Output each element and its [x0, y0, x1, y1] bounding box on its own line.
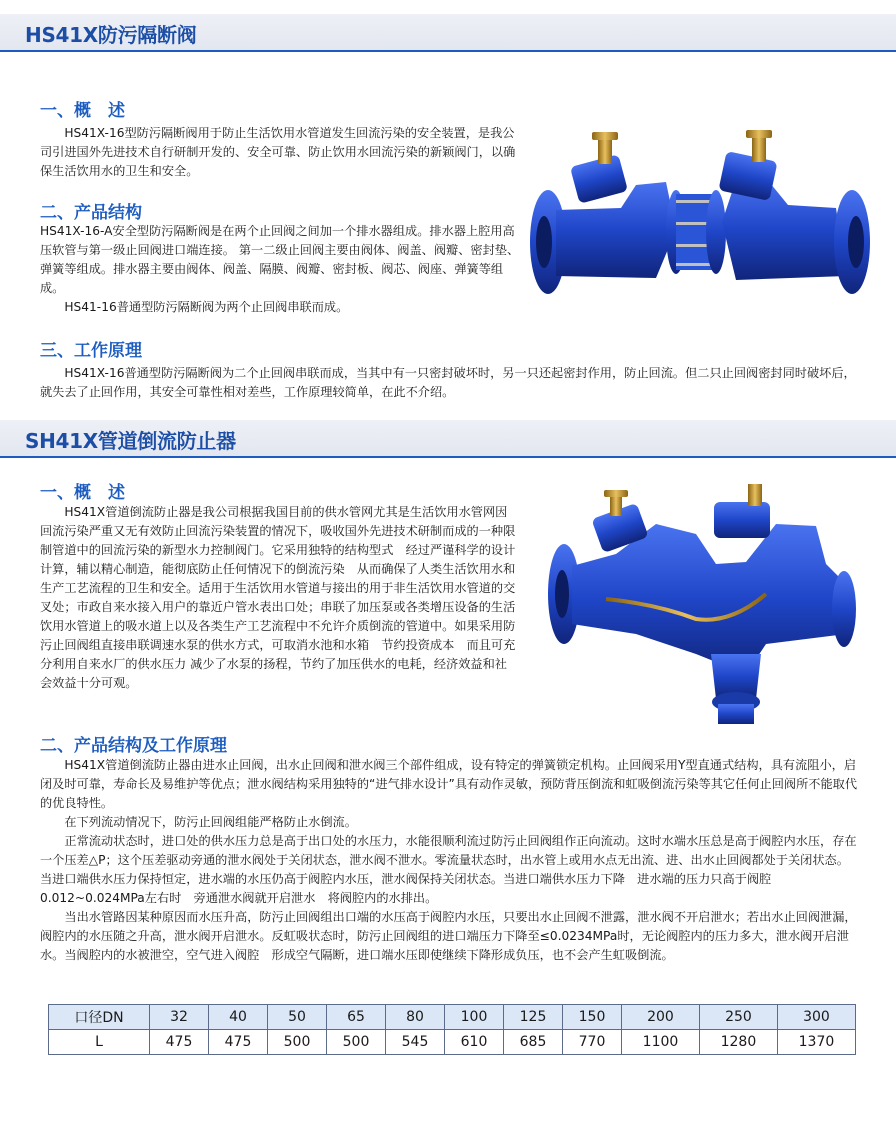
table-cell: 80: [386, 1005, 445, 1030]
table-cell: 150: [563, 1005, 622, 1030]
table-row-dn: [49, 1005, 856, 1030]
s2-structure-p2: 在下列流动情况下，防污止回阀组能严格防止水倒流。: [64, 815, 357, 829]
table-cell: 200: [622, 1005, 700, 1030]
section1-title-bar: [0, 14, 896, 52]
title-underline: [0, 50, 896, 52]
s2-structure-p3: 正常流动状态时，进口处的供水压力总是高于出口处的水压力，水能很顺利流过防污止回阀组作正向流动。这时水端水压总是高于阀腔内水压，存在一个压差△P；这个压差驱动旁通的泄水阀处于关闭状态，泄水阀不泄水。零流量状态时，出水管上或用水点无出流、进、出水止回阀都处于关闭状态。当进口端供水压力保持恒定，进水端的水压仍高于阀腔内水压，泄水阀保持关闭状态。当进口端供水压力下降 进水端的压力只高于阀腔0.012~0.024MPa左右时 旁通泄水阀就开启泄水 将阀腔内的水排出。: [40, 834, 857, 905]
table-cell: 1370: [777, 1030, 855, 1055]
title-underline: [0, 456, 896, 458]
table-cell: 40: [209, 1005, 268, 1030]
s2-structure-heading: 二、产品结构及工作原理: [40, 736, 227, 756]
s1-structure-p1: HS41X-16-A安全型防污隔断阀是在两个止回阀之间加一个排水器组成。排水器上腔用高压软管与第一级止回阀进口端连接。 第一二级止回阀主要由阀体、阀盖、阀瓣、密封垫、弹簧等组成。排水器主要由阀体、阀盖、隔膜、阀瓣、密封板、阀芯、阀座、弹簧等组成。: [40, 224, 520, 295]
table-cell: 500: [268, 1030, 327, 1055]
section2-title-bar: [0, 420, 896, 458]
table-cell: 475: [150, 1030, 209, 1055]
s2-structure-p1: HS41X管道倒流防止器由进水止回阀，出水止回阀和泄水阀三个部件组成，设有特定的弹簧锁定机构。止回阀采用Y型直通式结构，具有流阻小，启闭及时可靠，寿命长及易维护等优点；泄水阀结构采用独特的“进气排水设计”具有动作灵敏，预防背压倒流和虹吸倒流污染等其它任何止回阀所不能取代的优良特性。: [40, 758, 858, 810]
table-cell: 1280: [699, 1030, 777, 1055]
s1-overview-heading: 一、概 述: [40, 101, 125, 121]
s2-overview-text: HS41X管道倒流防止器是我公司根据我国目前的供水管网尤其是生活饮用水管网因回流污染严重又无有效防止回流污染装置的情况下，吸收国外先进技术研制而成的一种限制管道中的回流污染的新型水力控制阀门。它采用独特的结构型式 经过严谨科学的设计计算，辅以精心制造，能彻底防止任何情况下的倒流污染 从而确保了人类生活饮用水和生产工艺流程的卫生和安全。适用于生活饮用水管道与接出的用于非生活饮用水管道的交叉处；市政自来水接入用户的靠近户管水表出口处；串联了加压泵或各类增压设备的生活饮用水管道上的吸水道上以及各类生产工艺流程中不允许介质倒流的管道中。如果采用防污止回阀组直接串联调速水泵的供水方式，可取消水池和水箱 节约投资成本 而且可充分利用自来水厂的供水压力 减少了水泵的扬程，节约了加压供水的电耗，经济效益和社会效益十分可观。: [40, 505, 516, 690]
table-cell: L: [49, 1030, 150, 1055]
table-cell: 口径DN: [49, 1005, 150, 1030]
table-cell: 610: [445, 1030, 504, 1055]
table-cell: 500: [327, 1030, 386, 1055]
table-cell: 770: [563, 1030, 622, 1055]
table-cell: 250: [699, 1005, 777, 1030]
sh41x-backflow-preventer-image: [546, 484, 866, 734]
table-cell: 32: [150, 1005, 209, 1030]
s1-structure-heading: 二、产品结构: [40, 203, 142, 223]
hs41x-valve-image: [526, 130, 876, 300]
s2-overview-heading: 一、概 述: [40, 483, 125, 503]
table-row-length: [49, 1030, 856, 1055]
s1-principle-text: HS41X-16普通型防污隔断阀为二个止回阀串联而成，当其中有一只密封破坏时，另一只还起密封作用，防止回流。但二只止回阀密封同时破坏后，就失去了止回作用，其安全可靠性相对差些，工作原理较简单，在此不介绍。: [40, 366, 856, 399]
s2-structure-text: [40, 756, 860, 965]
dimension-table: [48, 1004, 856, 1055]
s1-principle-heading: 三、工作原理: [40, 341, 142, 361]
s1-structure-text: [40, 222, 522, 317]
table-cell: 65: [327, 1005, 386, 1030]
table-cell: 125: [504, 1005, 563, 1030]
s1-structure-p2: HS41-16普通型防污隔断阀为两个止回阀串联而成。: [64, 300, 349, 314]
section2-title: SH41X管道倒流防止器: [25, 429, 236, 453]
table-cell: 545: [386, 1030, 445, 1055]
table-cell: 50: [268, 1005, 327, 1030]
table-cell: 475: [209, 1030, 268, 1055]
table-cell: 300: [777, 1005, 855, 1030]
table-cell: 100: [445, 1005, 504, 1030]
s1-overview-text: HS41X-16型防污隔断阀用于防止生活饮用水管道发生回流污染的安全装置，是我公司引进国外先进技术自行研制开发的、安全可靠、防止饮用水回流污染的新颖阀门，以确保生活饮用水的卫生和安全。: [40, 126, 516, 178]
table-cell: 1100: [622, 1030, 700, 1055]
table-cell: 685: [504, 1030, 563, 1055]
section1-title: HS41X防污隔断阀: [25, 23, 197, 47]
s2-structure-p4: 当出水管路因某种原因而水压升高，防污止回阀组出口端的水压高于阀腔内水压，只要出水止回阀不泄露，泄水阀不开启泄水；若出水止回阀泄漏，阀腔内的水压随之升高，泄水阀开启泄水。反虹吸状态时，防污止回阀组的进口端压力下降至≤0.0234MPa时，无论阀腔内的压力多大，泄水阀开启泄水。当阀腔内的水被泄空，空气进入阀腔 形成空气隔断，进口端水压即使继续下降形成负压，也不会产生虹吸倒流。: [40, 910, 857, 962]
